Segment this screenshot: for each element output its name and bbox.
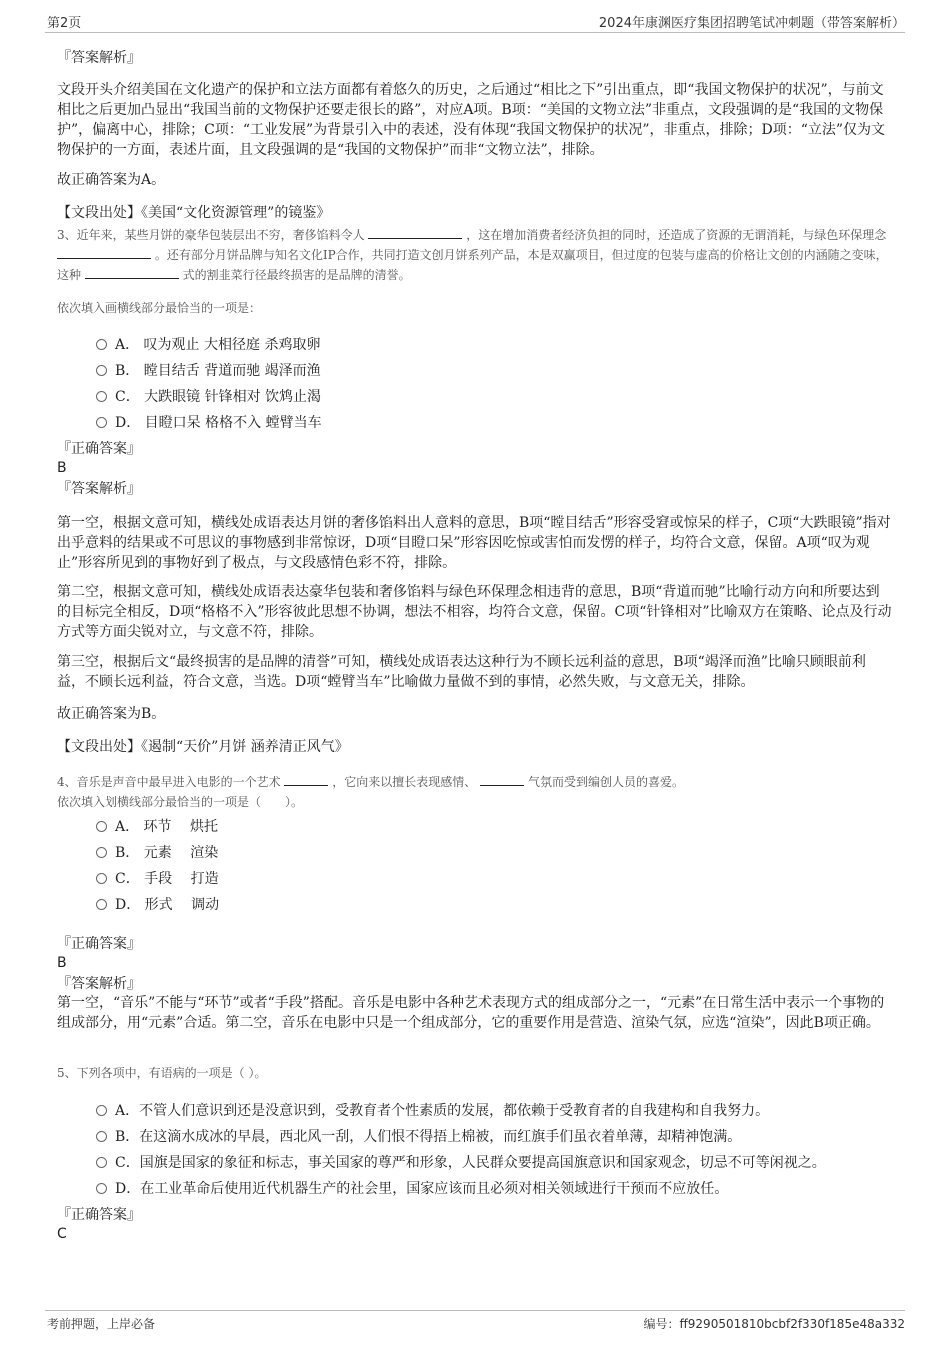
radio-icon[interactable] [96,1157,107,1168]
page-number: 第2页 [47,16,82,31]
radio-icon[interactable] [96,1131,107,1142]
q3-prompt: 依次填入画横线部分最恰当的一项是： [57,301,262,315]
document-id: 编号：ff9290501810bcbf2f330f185e48a332 [643,1317,905,1331]
page-footer [45,1310,905,1333]
q4-option-a[interactable] [96,816,218,836]
radio-icon[interactable] [96,417,107,428]
q3-answer-label: 『正确答案』 [57,441,141,457]
page-header [45,12,905,33]
radio-icon[interactable] [96,1105,107,1116]
q4-option-c[interactable] [96,868,219,888]
q3-analysis-3: 第三空，根据后文“最终损害的是品牌的清誉”可知，横线处成语表达这种行为不顾长远利益的意思，B项“竭泽而渔”比喻只顾眼前利益，不顾长远利益，符合文意，当选。D项“螳臂当车”比喻做力量做不到的事情，必然失败，与文意无关，排除。 [57,654,866,690]
q3-option-b-label: B． 瞠目结舌 背道而驰 竭泽而渔 [115,363,321,379]
q5-option-c[interactable] [96,1152,826,1172]
radio-icon[interactable] [96,821,107,832]
q5-option-d-label: D．在工业革命后使用近代机器生产的社会里，国家应该而且必须对相关领域进行干预而不应放任。 [115,1181,729,1197]
q3-source: 【文段出处】《遏制“天价”月饼 涵养清正风气》 [57,739,349,755]
q3-option-c-label: C． 大跌眼镜 针锋相对 饮鸩止渴 [115,389,322,405]
q3-option-b[interactable] [96,360,321,380]
q3-stem-part-2: ，这在增加消费者经济负担的同时，还造成了资源的无谓消耗，与绿色环保理念 [466,228,887,242]
radio-icon[interactable] [96,339,107,350]
q4-option-d-label: D． 形式 调动 [115,897,220,913]
q5-answer-label: 『正确答案』 [57,1207,141,1223]
q4-option-b[interactable] [96,842,218,862]
q3-blank-1 [368,226,462,239]
q4-stem-part-2: ，它向来以擅长表现感情、 [332,775,477,789]
q5-option-b[interactable] [96,1126,741,1146]
q3-option-d-label: D． 目瞪口呆 格格不入 螳臂当车 [115,415,322,431]
q4-prompt: 依次填入划横线部分最恰当的一项是（ ）。 [57,795,304,809]
q5-stem: 5、下列各项中，有语病的一项是（ ）。 [57,1066,267,1080]
q5-option-d[interactable] [96,1178,728,1198]
q4-stem-part-3: 气氛而受到编创人员的喜爱。 [527,775,684,789]
q3-stem-part-3: 。还有部分月饼品牌与知名文化IP合作，共同打造文创月饼系列产品，本是双赢项目，但过度的包装与虚高的价格让文创的内涵随之变味，这种 [57,248,888,282]
q5-answer: C [57,1226,67,1242]
q3-blank-3 [85,266,179,279]
q4-option-d[interactable] [96,894,219,914]
q2-conclusion: 故正确答案为A。 [57,172,166,188]
q2-analysis-label: 『答案解析』 [57,50,141,66]
q5-option-c-label: C．国旗是国家的象征和标志，事关国家的尊严和形象，人民群众要提高国旗意识和国家观念，切忌不可等闲视之。 [115,1155,826,1171]
q3-conclusion: 故正确答案为B。 [57,706,166,722]
q3-option-d[interactable] [96,412,322,432]
q3-option-c[interactable] [96,386,321,406]
q4-answer-label: 『正确答案』 [57,936,141,952]
q4-option-b-label: B． 元素 渲染 [115,845,219,861]
q4-stem-part-1: 4、音乐是声音中最早进入电影的一个艺术 [57,775,281,789]
q2-analysis-text: 文段开头介绍美国在文化遗产的保护和立法方面都有着悠久的历史，之后通过“相比之下”引出重点，即“我国文物保护的状况”，与前文相比之后更加凸显出“我国当前的文物保护还要走很长的路”，对应A项。B项：“美国的文物立法”非重点，文段强调的是“我国的文物保护”，偏离中心，排除；C项：“工业发展”为背景引入中的表述，没有体现“我国文物保护的状况”，非重点，排除；D项：“立法”仅为文物保护的一方面，表述片面，且文段强调的是“我国的文物保护”而非“文物立法”，排除。 [57,82,886,158]
q5-option-b-label: B．在这滴水成冰的早晨，西北风一刮，人们恨不得捂上棉被，而红旗手们虽衣着单薄，却精神饱满。 [115,1129,742,1145]
q4-stem [57,772,893,792]
q3-option-a[interactable] [96,334,320,354]
q5-option-a-label: A．不管人们意识到还是没意识到，受教育者个性素质的发展，都依赖于受教育者的自我建构和自我努力。 [115,1103,770,1119]
q3-blank-2 [57,246,151,259]
q4-blank-2 [480,773,524,786]
q4-analysis-label: 『答案解析』 [57,976,141,992]
q3-stem [57,225,893,285]
q3-stem-part-1: 3、近年来，某些月饼的豪华包装层出不穷，奢侈馅料令人 [57,228,365,242]
radio-icon[interactable] [96,847,107,858]
q4-blank-1 [284,773,328,786]
q3-option-a-label: A． 叹为观止 大相径庭 杀鸡取卵 [115,337,321,353]
q3-answer: B [57,460,67,476]
q4-option-a-label: A． 环节 烘托 [115,819,219,835]
q3-analysis-2: 第二空，根据文意可知，横线处成语表达豪华包装和奢侈馅料与绿色环保理念相违背的意思，B项“背道而驰”比喻行动方向和所要达到的目标完全相反，D项“格格不入”形容彼此思想不协调，想法不相容，均符合文意，保留。C项“针锋相对”比喻双方在策略、论点及行动方式等方面尖锐对立，与文意不符，排除。 [57,584,892,640]
radio-icon[interactable] [96,391,107,402]
radio-icon[interactable] [96,899,107,910]
radio-icon[interactable] [96,1183,107,1194]
radio-icon[interactable] [96,873,107,884]
q4-answer: B [57,955,67,971]
q4-option-c-label: C． 手段 打造 [115,871,219,887]
q2-source: 【文段出处】《美国“文化资源管理”的镜鉴》 [57,205,331,221]
q3-analysis-1: 第一空，根据文意可知，横线处成语表达月饼的奢侈馅料出人意料的意思，B项“瞠目结舌”形容受窘或惊呆的样子，C项“大跌眼镜”指对出乎意料的结果或不可思议的事物感到非常惊讶，D项“目瞪口呆”形容因吃惊或害怕而发愣的样子，均符合文意，保留。A项“叹为观止”形容所见到的事物好到了极点，与文段感情色彩不符，排除。 [57,515,891,571]
q4-analysis: 第一空，“音乐”不能与“环节”或者“手段”搭配。音乐是电影中各种艺术表现方式的组成部分之一，“元素”在日常生活中表示一个事物的组成部分，用“元素”合适。第二空，音乐在电影中只是一个组成部分，它的重要作用是营造、渲染气氛，应选“渲染”，因此B项正确。 [57,995,885,1031]
q5-option-a[interactable] [96,1100,769,1120]
radio-icon[interactable] [96,365,107,376]
q3-stem-part-4: 式的割韭菜行径最终损害的是品牌的清誉。 [182,268,411,282]
q3-analysis-label: 『答案解析』 [57,481,141,497]
document-title: 2024年康渊医疗集团招聘笔试冲刺题（带答案解析） [598,16,905,31]
footer-slogan: 考前押题，上岸必备 [47,1317,156,1331]
